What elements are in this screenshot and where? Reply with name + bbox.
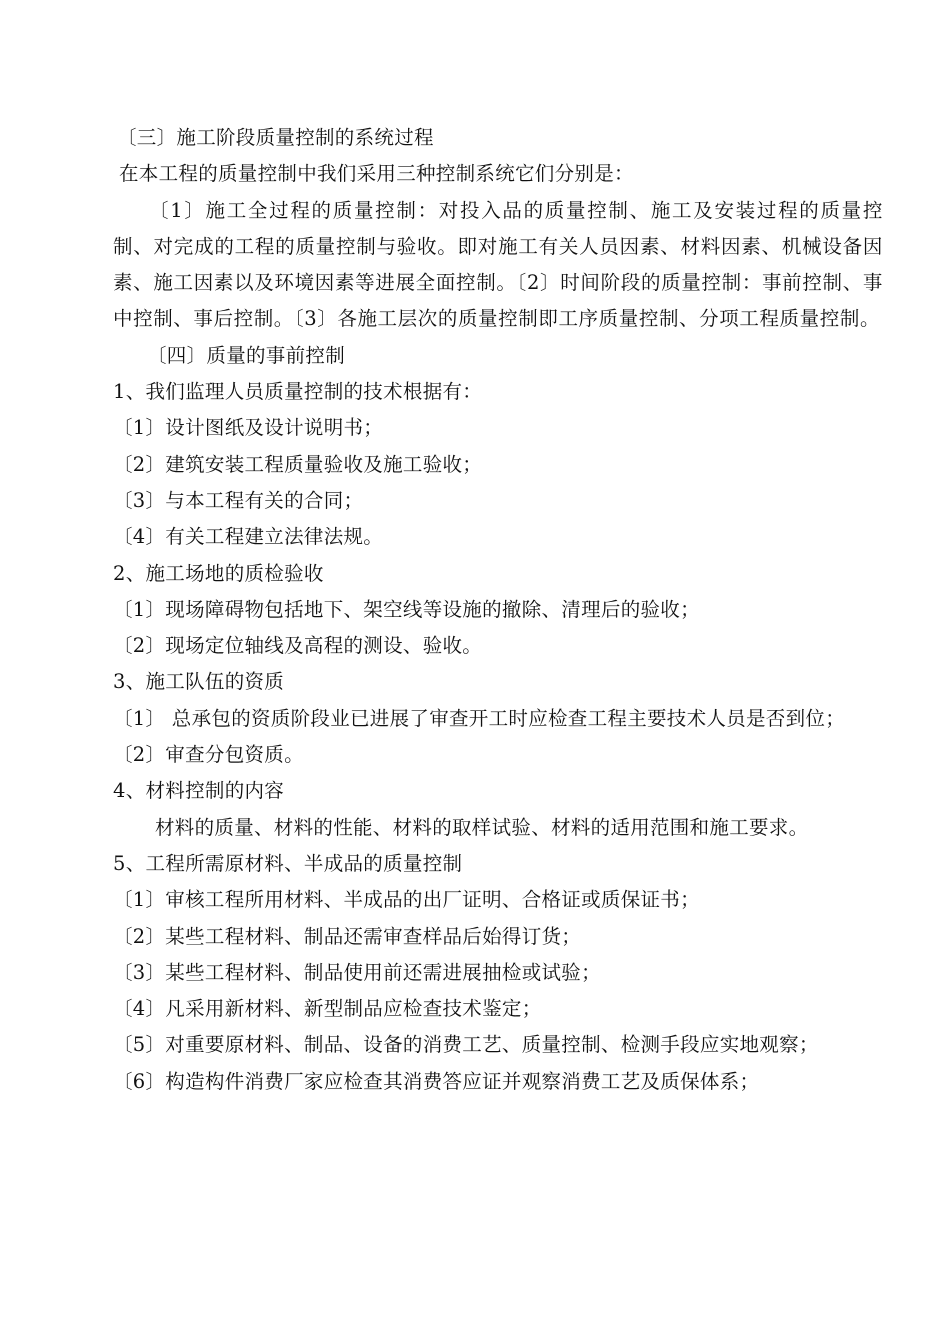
list-item: 〔2〕某些工程材料、制品还需审查样品后始得订货； — [113, 924, 582, 948]
list-item: 〔1〕 总承包的资质阶段业已进展了审查开工时应检查工程主要技术人员是否到位； — [113, 706, 846, 730]
item-4-heading: 4、材料控制的内容 — [113, 779, 285, 803]
list-item: 〔2〕现场定位轴线及高程的测设、验收。 — [113, 634, 483, 658]
intro-line: 在本工程的质量控制中我们采用三种控制系统它们分别是： — [119, 162, 634, 186]
list-item: 〔3〕某些工程材料、制品使用前还需进展抽检或试验； — [113, 960, 601, 984]
list-item: 〔2〕审查分包资质。 — [113, 743, 304, 767]
item-4-text: 材料的质量、材料的性能、材料的取样试验、材料的适用范围和施工要求。 — [155, 815, 809, 839]
item-1-heading: 1、我们监理人员质量控制的技术根据有： — [113, 380, 483, 404]
item-3-heading: 3、施工队伍的资质 — [113, 670, 285, 694]
list-item: 〔3〕与本工程有关的合同； — [113, 488, 364, 512]
item-2-heading: 2、施工场地的质检验收 — [113, 561, 324, 585]
item-5-heading: 5、工程所需原材料、半成品的质量控制 — [113, 851, 463, 875]
section-3-title: 〔三〕施工阶段质量控制的系统过程 — [117, 126, 434, 149]
section-4-title: 〔四〕质量的事前控制 — [147, 343, 346, 367]
list-item: 〔1〕现场障碍物包括地下、架空线等设施的撤除、清理后的验收； — [113, 597, 700, 621]
list-item: 〔6〕构造构件消费厂家应检查其消费答应证并观察消费工艺及质保体系； — [113, 1069, 760, 1093]
list-item: 〔5〕对重要原材料、制品、设备的消费工艺、质量控制、检测手段应实地观察； — [113, 1033, 819, 1057]
list-item: 〔4〕凡采用新材料、新型制品应检查技术鉴定； — [113, 997, 542, 1021]
control-systems-paragraph: 〔1〕施工全过程的质量控制：对投入品的质量控制、施工及安装过程的质量控制、对完成的工程的质量控制与验收。即对施工有关人员因素、材料因素、机械设备因素、施工因素以及环境因素等进展全面控制。〔2〕时间阶段的质量控制：事前控制、事中控制、事后控制。〔3〕各施工层次的质量控制即工序质量控制、分项工程质量控制。 — [113, 198, 883, 331]
list-item: 〔1〕审核工程所用材料、半成品的出厂证明、合格证或质保证书； — [113, 888, 700, 912]
list-item: 〔4〕有关工程建立法律法规。 — [113, 525, 384, 549]
document-body — [113, 120, 883, 1100]
list-item: 〔2〕建筑安装工程质量验收及施工验收； — [113, 452, 483, 476]
list-item: 〔1〕设计图纸及设计说明书； — [113, 416, 384, 440]
